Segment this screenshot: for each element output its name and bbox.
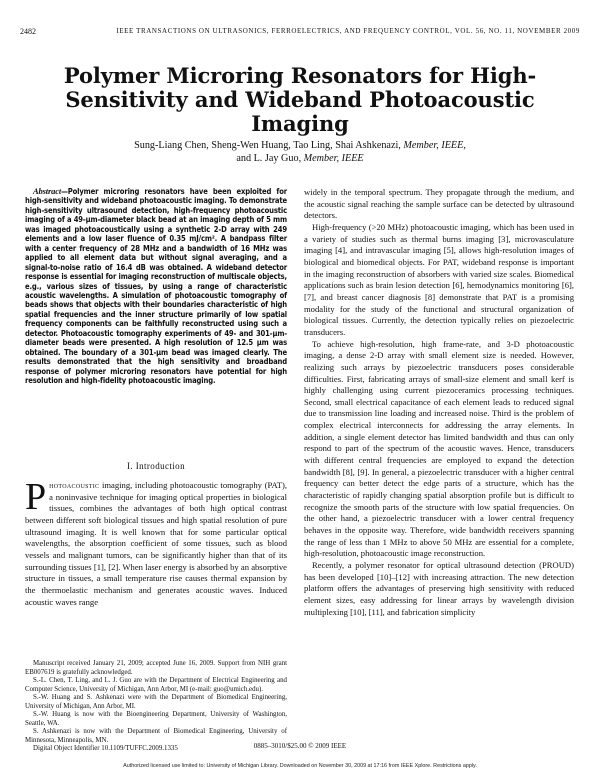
authors-line-1-role: Member, IEEE, [403,140,466,151]
authorized-use-notice: Authorized licensed use limited to: University of Michigan Library. Downloaded on November 30, 2009 at 17:16 from IEEE Xplore. Restrictions apply. [123,763,477,769]
footnote: S.-W. Huang and S. Ashkenazi were with the Department of Biomedical Engineering, University of Michigan, Ann Arbor, MI. [25,694,287,710]
paper-title: Polymer Microring Resonators for High-Sensitivity and Wideband Photoacoustic Imaging [63,63,537,136]
journal-name: IEEE TRANSACTIONS ON ULTRASONICS, FERROELECTRICS, AND FREQUENCY CONTROL, VOL. 56, NO. 11, NOVEMBER 2009 [116,27,580,35]
drop-cap: P [25,476,47,518]
body-paragraph: widely in the temporal spectrum. They propagate through the medium, and the acoustic signal reaching the sample surface can be detected by ultrasound detectors. [304,187,574,221]
footnotes [25,660,287,754]
right-column [304,187,574,618]
abstract-lead: Abstract [33,186,62,196]
footnote: Manuscript received January 21, 2009; accepted June 16, 2009. Support from NIH grant EB007619 is gratefully acknowledged. [25,660,287,676]
abstract-text: —Polymer microring resonators have been exploited for high-sensitivity and wideband photoacoustic imaging. To demonstrate high-sensitivity ultrasound detection, high-frequency photoacoustic imaging of a 49-μm-diameter black bead at an imaging depth of 5 mm was imaged photoacoustically using a synthetic 2-D array with 249 elements and a low laser fluence of 0.35 mJ/cm². A bandpass filter with a center frequency of 28 MHz and a bandwidth of 16 MHz was applied to all element data but without signal averaging, and a signal-to-noise ratio of 16.4 dB was obtained. A wideband detector response is essential for imaging reconstruction of multiscale objects, e.g., various sizes of tissues, by using a range of characteristic acoustic wavelengths. A simulation of photoacoustic tomography of beads shows that objects with their boundaries characteristic of high spatial frequencies and the inner structure primarily of low spatial frequency components can be faithfully reconstructed using such a detector. Photoacoustic tomography experiments of 49- and 301-μm-diameter beads were presented. A high resolution of 12.5 μm was obtained. The boundary of a 301-μm bead was imaged clearly. The results demonstrated that the high sensitivity and broadband response of polymer microring resonators have potential for high resolution and high-fidelity photoacoustic imaging. [25,187,287,386]
authors-line-2: and L. Jay Guo, [236,153,302,164]
footnote: S.-W. Huang is now with the Bioengineering Department, University of Washington, Seattle, WA. [25,711,287,727]
author-list [60,139,540,165]
footnote-doi: Digital Object Identifier 10.1109/TUFFC.2009.1335 [33,745,178,753]
intro-smallcaps: hotoacoustic [49,480,100,490]
introduction-paragraph [25,476,287,608]
body-paragraph: High-frequency (>20 MHz) photoacoustic imaging, which has been used in a variety of studies such as thermal burns imaging [3], microvasculature imaging [4], and intravascular imaging [5], allows high-resolution images of biological and biomedical objects. For PAT, wideband response is important in the imaging reconstruction of absorbers with varied size scales. Biomedical applications such as brain lesion detection [6], hemodynamics monitoring [6], [7], and breast cancer diagnosis [8] demonstrate that PAT is a promising modality for the study of the functional and structural organization of biological tissues. Currently, the detection typically relies on piezoelectric transducers. [304,221,574,337]
authors-line-2-role: Member, IEEE [303,153,364,164]
body-paragraph: To achieve high-resolution, high frame-rate, and 3-D photoacoustic imaging, a dense 2-D array with small element size is needed. However, realizing such arrays by piezoelectric transducers poses considerable difficulties. First, fabricating arrays of small-size element and small kerf is highly challenging using current piezoceramics processing techniques. Second, small electrical capacitance of each element leads to reduced signal due to transmission line loading and increased noise. Third is the problem of complex electrical interconnects for addressing the array elements. In addition, a single element detector has limited bandwidth and thus can only respond to part of the spectrum of the acoustic waves. Hence, transducers with different central frequencies are employed to expand the detection bandwidth [8], [9]. In general, a piezoelectric transducer with a higher central frequency can better detect the edge parts of a structure, which has the characteristic of rapidly changing spatial absorption profile but is difficult to recognize the smooth parts of the structure with low spatial frequencies. On the other hand, a piezoelectric transducer with a lower central frequency behaves in the opposite way. Therefore, wide bandwidth receivers spanning the range of less than 1 MHz to above 50 MHz are essential for a complete, high-resolution, photoacoustic image reconstruction. [304,338,574,559]
footnote: S. Ashkenazi is now with the Department of Biomedical Engineering, University of Minnesota, Minneapolis, MN. [25,728,287,744]
authors-line-1: Sung-Liang Chen, Sheng-Wen Huang, Tao Ling, Shai Ashkenazi, [134,140,401,151]
copyright-line: 0885–3010/$25.00 © 2009 IEEE [253,742,347,750]
section-heading-introduction: I. Introduction [127,461,185,471]
left-column [25,187,287,386]
body-paragraph: Recently, a polymer resonator for optical ultrasound detection (PROUD) has been developed [10]–[12] with increasing attraction. The new detection platform offers the advantages of preserving high sensitivity with reduced element sizes, easy addressing for linear arrays by wavelength division multiplexing [10], [11], and fabrication simplicity [304,560,574,617]
intro-text: imaging, including photoacoustic tomography (PAT), a noninvasive technique for imaging optical properties in biological tissues, combines the advantages of both high optical contrast between different soft biological tissues and high spatial resolution of pure ultrasound imaging. It is well known that for some particular optical wavelengths, the absorption coefficient of some tissues, such as blood vessels and malignant tumors, can be significantly higher than that of its surrounding tissues [1], [2]. When laser energy is absorbed by an absorptive structure in tissues, a small temperature rise causes thermal expansion by the thermoelastic mechanism and generates acoustic waves. Induced acoustic waves range [25,480,287,607]
running-header [20,27,580,39]
footnote: S.-L. Chen, T. Ling, and L. J. Guo are with the Department of Electrical Engineering and Computer Science, University of Michigan, Ann Arbor, MI (e-mail: guo@umich.edu). [25,677,287,693]
page-number: 2482 [20,27,36,36]
abstract [25,187,287,386]
